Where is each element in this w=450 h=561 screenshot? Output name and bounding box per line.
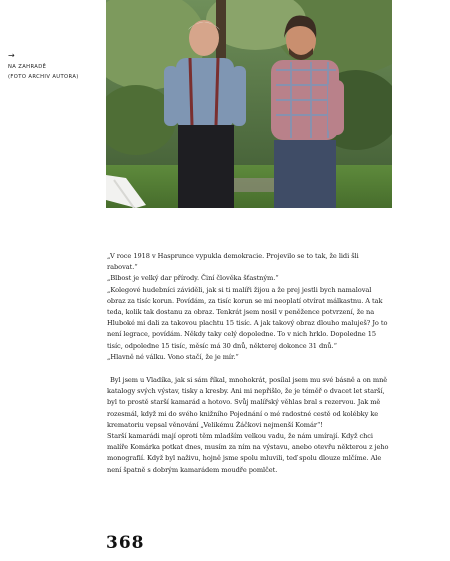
- quote-paragraph: „V roce 1918 v Hasprunce vypukla demokracie. Projevilo se to tak, že lidi šli rabovat.“: [107, 252, 359, 272]
- quote-paragraph: „Kolegové hudebníci záviděli, jak si ti malíři žijou a že prej jestli bych namaloval obraz za tisíc korun. Povídám, za tisíc korun se mi neoplatí otvírat málkastnu. A tak teda, kolik tak dostanu za obraz. Tenkrát jsem nosil v peněžence potvrzení, že na Hluboké mi dali za takovou plachtu 15 tisíc. A jak takový obraz dlouho maluješ? Jo to není legrace, povídám. Někdy taky celý dopoledne. To v nich hrklo. Dopoledne 15 tisíc, odpoledne 15 tisíc, měsíc má 30 dnů, některej dokonce 31 dnů.“: [107, 285, 388, 350]
- caption-title: NA ZAHRADĚ: [8, 64, 47, 70]
- photo-caption: [8, 52, 96, 82]
- body-text: [107, 251, 390, 476]
- caption-credit: (FOTO ARCHIV AUTORA): [8, 74, 79, 80]
- quote-paragraph: „Hlavně né válku. Vono stačí, že je mír.“: [107, 352, 239, 361]
- body-paragraph: Byl jsem u Vladíka, jak si sám říkal, mnohokrát, posílal jsem mu své básně a on mně katalogy svých výstav, tisky a kresby. Ani mi nepřišlo, že je téměř o dvacet let starší, byl to prostě starší kamarád a hotovo. Svůj malířský věhlas bral s rezervou. Jak mě rozesmál, když mi do svého knižního Pojednání o mé radostné cestě od kolébky ke krematoriu vepsal věnování „Velikému Žáčkovi nejmenší Komár“!: [107, 376, 388, 429]
- body-paragraph: Starší kamarádi mají oproti těm mladším velkou vadu, že nám umírají. Když chci malíře Komárka potkat dnes, musím za ním na výstavu, anebo otevřu některou z jeho monografií. Když byl naživu, hojně jsme spolu mluvili, teď spolu dlouze mlčíme. Ale není špatně s dobrým kamarádem moudře pomlčet.: [107, 432, 389, 474]
- page-number: 368: [106, 533, 145, 553]
- paragraph-gap: [107, 363, 390, 375]
- garden-photo: [106, 0, 392, 208]
- quote-paragraph: „Blbost je velký dar přírody. Činí člověka šťastným.“: [107, 274, 279, 283]
- arrow-icon: →: [8, 51, 16, 60]
